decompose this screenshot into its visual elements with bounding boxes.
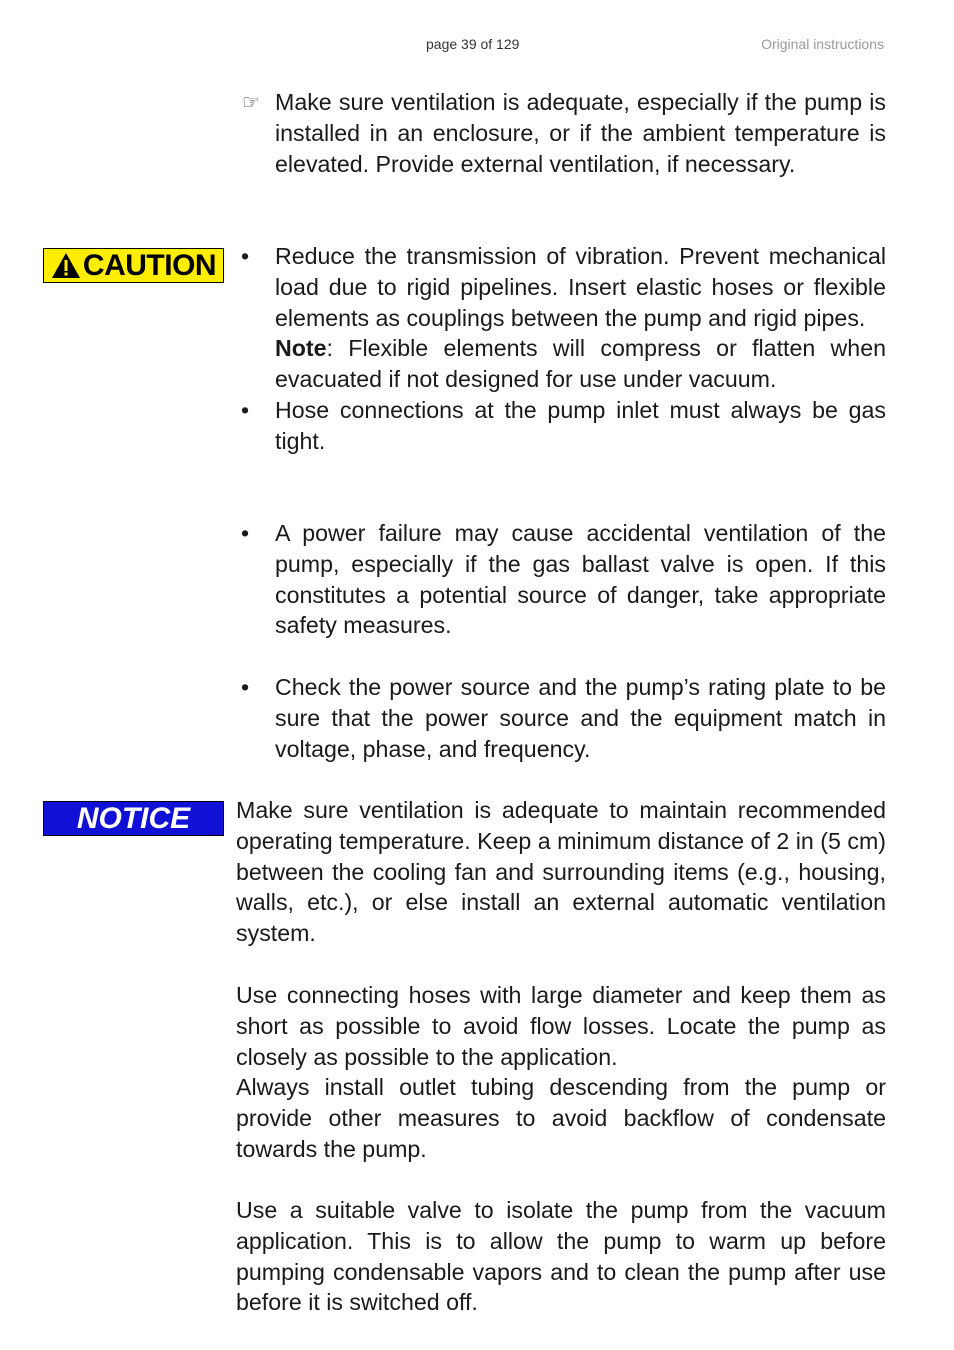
intro-block	[236, 87, 886, 179]
note-paragraph	[236, 333, 886, 395]
bullet-icon: •	[241, 396, 250, 423]
note-text: : Flexible elements will compress or flatten when evacuated if not designed for use under vacuum.	[275, 335, 886, 393]
caution-bullet-3	[236, 518, 886, 641]
bullet-icon: •	[241, 520, 250, 546]
list-item: • Check the power source and the pump’s rating plate to be sure that the power source and the equipment match in voltage, phase, and frequency.	[241, 674, 886, 762]
pointing-hand-icon: ☞	[242, 90, 260, 114]
notice-paragraph-2: Use connecting hoses with large diameter and keep them as short as possible to avoid flow losses. Locate the pump as closely as possible to the application. Always install outlet tubing descending from the pump or provide other measures to avoid backflow of condensate towards the pump.	[236, 980, 886, 1165]
page-number: page 39 of 129	[426, 36, 520, 52]
notice-paragraph-4: Use a suitable valve to isolate the pump from the vacuum application. This is to allow the pump to warm up before pumping condensable vapors and to clean the pump after use before it is switched off.	[236, 1197, 886, 1316]
list-item: • A power failure may cause accidental ventilation of the pump, especially if the gas ballast valve is open. If this constitutes a potential source of danger, take appropriate safety measures.	[241, 520, 886, 639]
notice-label: NOTICE	[76, 801, 191, 835]
notice-paragraph-3: Always install outlet tubing descending from the pump or provide other measures to avoid backflow of condensate towards the pump.	[236, 1074, 886, 1162]
list-item: • Hose connections at the pump inlet must always be gas tight.	[241, 396, 886, 454]
note-label: Note	[275, 335, 327, 362]
warning-triangle-icon	[51, 252, 81, 279]
caution-bullet-4	[236, 672, 886, 764]
notice-paragraph-1: Make sure ventilation is adequate to maintain recommended operating temperature. Keep a minimum distance of 2 in (5 cm) between the cooling fan and surrounding items (e.g., housing, walls, etc.), or else install an external automatic ventilation system.	[236, 797, 886, 947]
caution-badge	[43, 248, 224, 283]
list-item: • Reduce the transmission of vibration. Prevent mechanical load due to rigid pipelines. Insert elastic hoses or flexible elements as couplings between the pump and rigid pipes.	[241, 243, 886, 331]
notice-badge	[43, 801, 224, 836]
bullet-icon: •	[241, 243, 250, 269]
bullet-icon: •	[241, 674, 250, 700]
intro-item	[236, 87, 886, 179]
caution-bullet-1	[236, 241, 886, 457]
header-original-instructions: Original instructions	[761, 36, 884, 52]
intro-text: Make sure ventilation is adequate, especially if the pump is installed in an enclosure, or if the ambient temperature is elevated. Provide external ventilation, if necessary.	[275, 89, 886, 177]
caution-label: CAUTION	[82, 248, 217, 282]
